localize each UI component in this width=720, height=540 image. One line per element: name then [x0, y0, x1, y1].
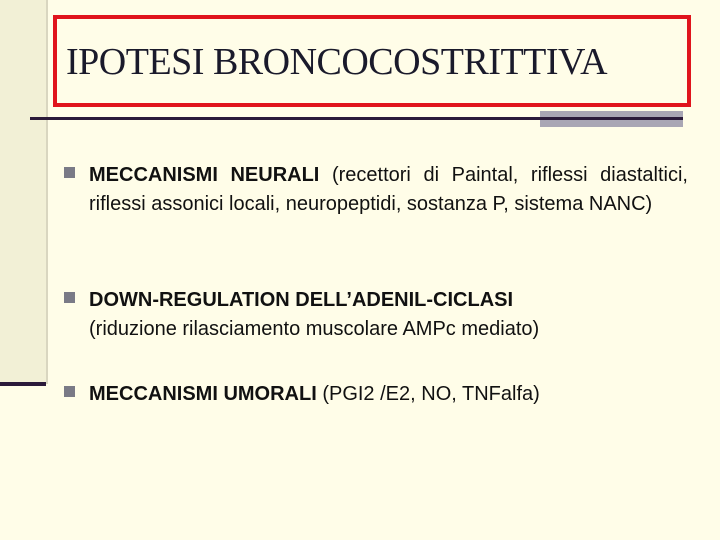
bullet-detail: (riduzione rilasciamento muscolare AMPc mediato): [89, 318, 540, 340]
title-frame: [53, 15, 691, 107]
left-decor-line: [46, 0, 48, 384]
bullet-detail: (PGI2 /E2, NO, TNFalfa): [316, 383, 540, 405]
left-decor-rule: [0, 382, 46, 386]
bullet-detail: (recettori di Paintal, riflessi diastaltici, riflessi assonici locali, neuropeptidi, sostanza P, sistema NANC): [89, 164, 688, 215]
bullet-text: [89, 380, 688, 409]
bullet-heading: MECCANISMI UMORALI: [89, 383, 317, 405]
title-rule-accent-line: [540, 117, 683, 120]
bullet-square-icon: [64, 167, 75, 178]
bullet-square-icon: [64, 292, 75, 303]
bullet-square-icon: [64, 386, 75, 397]
bullet-heading: MECCANISMI NEURALI: [89, 164, 320, 186]
bullet-heading: DOWN-REGULATION DELL’ADENIL-CICLASI: [89, 289, 514, 311]
bullet-text: [89, 286, 688, 344]
bullet-text: [89, 161, 688, 219]
slide-title: IPOTESI BRONCOCOSTRITTIVA: [66, 41, 608, 83]
left-decor-band: [0, 0, 46, 384]
title-rule: [30, 117, 540, 120]
